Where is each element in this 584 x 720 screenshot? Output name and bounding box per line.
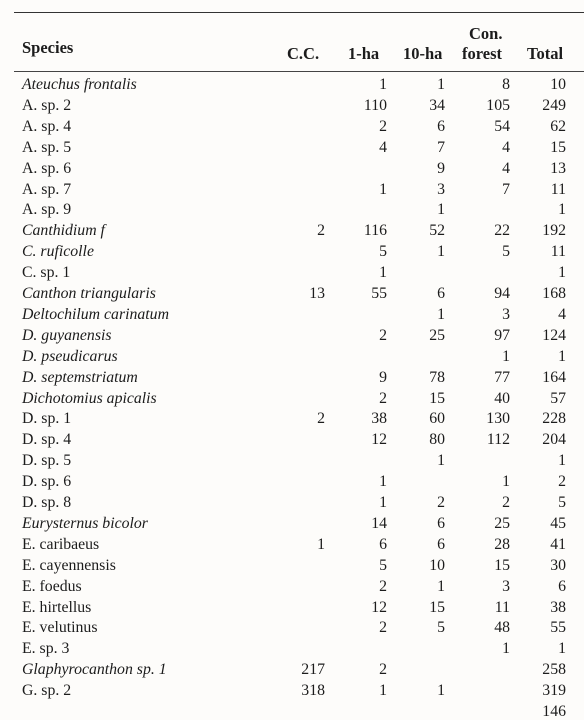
cell-cc: 217 xyxy=(301,661,325,679)
cell-1ha: 1 xyxy=(379,180,387,198)
cell-species: Dichotomius apicalis xyxy=(22,389,157,407)
cell-con-forest: 4 xyxy=(502,159,510,177)
cell-1ha: 2 xyxy=(379,117,387,135)
cell-total: 5 xyxy=(558,494,566,511)
cell-1ha: 2 xyxy=(379,389,387,407)
cell-species: D. sp. 1 xyxy=(22,410,72,428)
cell-species: A. sp. 6 xyxy=(22,159,72,177)
cell-10ha: 10 xyxy=(429,556,445,574)
cell-total: 146 xyxy=(542,703,566,720)
header-con-top: Con. xyxy=(469,24,503,43)
cell-total: 1 xyxy=(558,452,566,470)
cell-1ha: 1 xyxy=(379,682,387,700)
cell-total: 124 xyxy=(542,326,566,344)
header-1ha: 1-ha xyxy=(348,44,380,63)
cell-species: E. foedus xyxy=(22,577,82,595)
cell-total: 2 xyxy=(558,473,566,491)
cell-species: E. cayennensis xyxy=(22,556,116,574)
cell-total: 319 xyxy=(542,682,566,700)
cell-total: 1 xyxy=(558,264,566,282)
cell-total: 204 xyxy=(542,431,566,449)
cell-species: A. sp. 5 xyxy=(22,138,72,156)
header-total: Total xyxy=(527,44,564,63)
cell-1ha: 55 xyxy=(371,285,387,302)
cell-10ha: 9 xyxy=(437,159,445,177)
cell-1ha: 2 xyxy=(379,619,387,637)
cell-1ha: 1 xyxy=(379,473,387,491)
cell-total: 38 xyxy=(550,598,566,616)
cell-10ha: 2 xyxy=(437,494,445,511)
cell-con-forest: 22 xyxy=(494,222,510,240)
cell-10ha: 7 xyxy=(437,138,445,156)
cell-species: D. septemstriatum xyxy=(22,368,138,386)
header-10ha: 10-ha xyxy=(403,44,443,63)
cell-con-forest: 25 xyxy=(494,514,510,532)
cell-cc: 2 xyxy=(317,410,325,428)
cell-total: 1 xyxy=(558,347,566,365)
cell-species: E. caribaeus xyxy=(22,535,100,553)
cell-1ha: 116 xyxy=(363,222,387,240)
cell-10ha: 6 xyxy=(437,117,445,135)
cell-total: 258 xyxy=(542,661,566,679)
cell-con-forest: 7 xyxy=(502,180,510,198)
cell-10ha: 1 xyxy=(437,243,445,261)
cell-con-forest: 112 xyxy=(486,431,510,449)
cell-con-forest: 2 xyxy=(502,494,510,511)
cell-con-forest: 8 xyxy=(502,76,510,93)
cell-species: A. sp. 7 xyxy=(22,180,72,198)
cell-10ha: 1 xyxy=(437,305,445,323)
cell-1ha: 6 xyxy=(379,535,387,553)
cell-total: 164 xyxy=(542,368,566,386)
cell-cc: 2 xyxy=(317,222,325,240)
cell-1ha: 2 xyxy=(379,326,387,344)
cell-10ha: 3 xyxy=(437,180,445,198)
cell-10ha: 25 xyxy=(429,326,445,344)
cell-10ha: 80 xyxy=(429,431,445,449)
cell-species: Deltochilum carinatum xyxy=(22,305,169,323)
cell-cc: 1 xyxy=(317,535,325,553)
cell-10ha: 5 xyxy=(437,619,445,637)
cell-total: 11 xyxy=(550,180,566,198)
cell-con-forest: 11 xyxy=(494,598,510,616)
cell-cc: 13 xyxy=(309,285,325,302)
cell-total: 6 xyxy=(558,577,566,595)
cell-con-forest: 4 xyxy=(502,138,510,156)
cell-con-forest: 130 xyxy=(486,410,510,428)
cell-1ha: 1 xyxy=(379,264,387,282)
cell-species: D. sp. 8 xyxy=(22,494,72,511)
cell-species: Canthidium f xyxy=(22,222,105,240)
cell-10ha: 78 xyxy=(429,368,445,386)
cell-total: 10 xyxy=(550,76,566,93)
cell-10ha: 1 xyxy=(437,577,445,595)
cell-total: 55 xyxy=(550,619,566,637)
cell-species: D. sp. 6 xyxy=(22,473,72,491)
cell-total: 45 xyxy=(550,514,566,532)
cell-1ha: 4 xyxy=(379,138,387,156)
cell-total: 62 xyxy=(550,117,566,135)
cell-total: 41 xyxy=(550,535,566,553)
cell-1ha: 2 xyxy=(379,577,387,595)
header-con-bottom: forest xyxy=(462,44,503,63)
cell-total: 168 xyxy=(542,285,566,302)
cell-con-forest: 94 xyxy=(494,285,510,302)
cell-species: Glaphyrocanthon sp. 1 xyxy=(22,661,167,679)
cell-species: A. sp. 4 xyxy=(22,117,72,135)
cell-1ha: 1 xyxy=(379,76,387,93)
header-species: Species xyxy=(22,38,74,57)
cell-species: D. sp. 5 xyxy=(22,452,72,470)
cell-10ha: 6 xyxy=(437,285,445,302)
cell-con-forest: 77 xyxy=(494,368,510,386)
cell-con-forest: 1 xyxy=(502,347,510,365)
cell-10ha: 60 xyxy=(429,410,445,428)
cell-species: D. sp. 4 xyxy=(22,431,72,449)
cell-con-forest: 48 xyxy=(494,619,510,637)
cell-species: D. pseudicarus xyxy=(22,347,118,365)
cell-1ha: 110 xyxy=(363,96,387,114)
cell-10ha: 15 xyxy=(429,389,445,407)
cell-species: C. ruficolle xyxy=(22,243,94,261)
cell-total: 30 xyxy=(550,556,566,574)
cell-1ha: 38 xyxy=(371,410,387,428)
cell-10ha: 1 xyxy=(437,76,445,93)
cell-10ha: 6 xyxy=(437,535,445,553)
cell-total: 1 xyxy=(558,201,566,219)
cell-cc: 318 xyxy=(301,682,325,700)
cell-con-forest: 3 xyxy=(502,305,510,323)
cell-species: A. sp. 9 xyxy=(22,201,72,219)
cell-total: 228 xyxy=(542,410,566,428)
cell-1ha: 5 xyxy=(379,243,387,261)
cell-10ha: 34 xyxy=(429,96,445,114)
cell-1ha: 9 xyxy=(379,368,387,386)
cell-con-forest: 105 xyxy=(486,96,510,114)
cell-1ha: 5 xyxy=(379,556,387,574)
cell-con-forest: 15 xyxy=(494,556,510,574)
cell-con-forest: 97 xyxy=(494,326,510,344)
cell-con-forest: 3 xyxy=(502,577,510,595)
cell-con-forest: 1 xyxy=(502,640,510,658)
cell-total: 4 xyxy=(558,305,566,323)
cell-total: 15 xyxy=(550,138,566,156)
cell-con-forest: 5 xyxy=(502,243,510,261)
cell-total: 11 xyxy=(550,243,566,261)
cell-total: 249 xyxy=(542,96,566,114)
cell-total: 192 xyxy=(542,222,566,240)
cell-con-forest: 28 xyxy=(494,535,510,553)
cell-total: 1 xyxy=(558,640,566,658)
cell-con-forest: 1 xyxy=(502,473,510,491)
cell-con-forest: 54 xyxy=(494,117,510,135)
cell-1ha: 2 xyxy=(379,661,387,679)
cell-10ha: 1 xyxy=(437,682,445,700)
cell-species: C. sp. 1 xyxy=(22,264,71,282)
cell-species: Canthon triangularis xyxy=(22,285,156,302)
cell-species: Ateuchus frontalis xyxy=(22,76,137,93)
cell-10ha: 52 xyxy=(429,222,445,240)
cell-10ha: 6 xyxy=(437,514,445,532)
cell-10ha: 1 xyxy=(437,201,445,219)
cell-species: E. velutinus xyxy=(22,619,98,637)
cell-species: D. guyanensis xyxy=(22,326,112,344)
cell-species: G. sp. 2 xyxy=(22,682,72,700)
cell-1ha: 1 xyxy=(379,494,387,511)
cell-con-forest: 40 xyxy=(494,389,510,407)
cell-species: E. sp. 3 xyxy=(22,640,70,658)
cell-species: A. sp. 2 xyxy=(22,96,72,114)
cell-species: Eurysternus bicolor xyxy=(22,514,148,532)
cell-species: E. hirtellus xyxy=(22,598,92,616)
cell-1ha: 12 xyxy=(371,431,387,449)
cell-10ha: 15 xyxy=(429,598,445,616)
cell-total: 13 xyxy=(550,159,566,177)
cell-1ha: 14 xyxy=(371,514,387,532)
cell-1ha: 12 xyxy=(371,598,387,616)
header-cc: C.C. xyxy=(287,44,320,63)
cell-10ha: 1 xyxy=(437,452,445,470)
cell-total: 57 xyxy=(550,389,566,407)
